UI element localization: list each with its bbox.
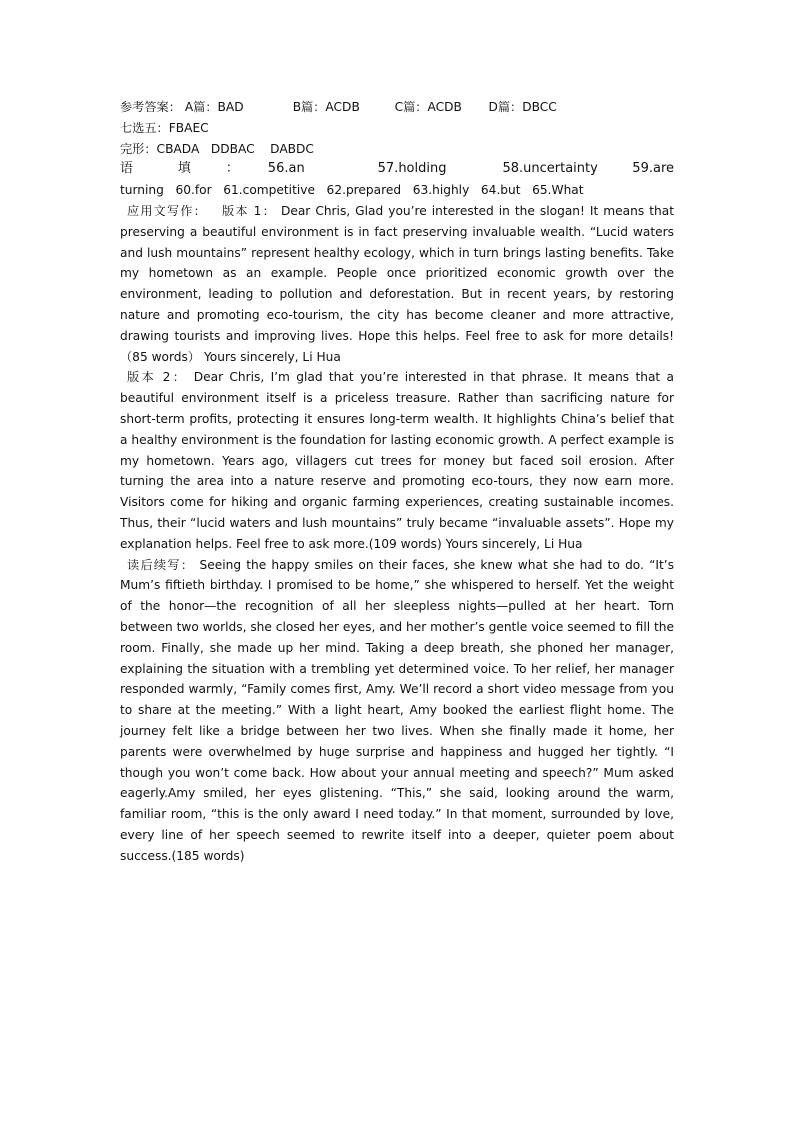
answer-a: A篇：BAD bbox=[184, 100, 244, 114]
continuation-text: Seeing the happy smiles on their faces, she knew what she had to do. “It’s Mum’s fiftieth birthday. I promised to be home,” she whispered to herself. Yet the weight of the honor—the recognition of all her sleepless nights—pulled at her heart. Torn between two worlds, she closed her eyes, and her mother’s gentle voice seemed to fill the room. Finally, she made up her mind. Taking a deep breath, she phoned her manager, explaining the situation with a trembling yet determined voice. To her relief, her manager responded warmly, “Family comes first, Amy. We’ll record a short video message from you to share at the meeting.” With a light heart, Amy booked the earliest flight home. The journey felt like a bridge between her two lives. When she finally made it home, her parents were overwhelmed by huge surprise and happiness and hugged her tightly. “I though you won’t come back. How about your annual meeting and speech?” Mum asked eagerly.Amy smiled, her eyes glistening. “This,” she said, looking around the warm, familiar room, “this is the only award I need today.” In that moment, surrounded by love, every line of her speech seemed to rewrite itself into a deeper, quieter poem about success.(185 words) bbox=[120, 557, 674, 863]
answer-d: D篇：DBCC bbox=[488, 100, 557, 114]
grammar-label-char-1: 语 bbox=[120, 161, 134, 177]
answer-c: C篇：ACDB bbox=[394, 100, 462, 114]
version-2-heading: 版本 2： bbox=[127, 370, 188, 385]
grammar-item-59: 59.are bbox=[632, 161, 674, 177]
continuation-heading: 读后续写： bbox=[127, 557, 195, 572]
cloze-line: 完形：CBADA DDBAC DABDC bbox=[120, 141, 314, 156]
grammar-item-56: 56.an bbox=[267, 161, 305, 177]
answer-key-document bbox=[120, 97, 674, 866]
application-writing-version-2 bbox=[120, 367, 674, 554]
grammar-fill-line-2: turning 60.for 61.competitive 62.prepared 63.highly 64.but 65.What bbox=[120, 183, 584, 198]
application-writing-version-1 bbox=[120, 201, 674, 367]
grammar-label-char-3: ： bbox=[225, 161, 239, 177]
grammar-item-57: 57.holding bbox=[377, 161, 447, 177]
grammar-fill-line-1 bbox=[120, 159, 674, 180]
reading-answers-line bbox=[120, 97, 674, 118]
version-2-text: Dear Chris, I’m glad that you’re interested in that phrase. It means that a beautiful environment itself is a priceless treasure. Rather than sacrificing nature for short-term profits, protecting it ensures long-term wealth. It highlights China’s belief that a healthy environment is the foundation for lasting economic growth. A perfect example is my hometown. Years ago, villagers cut trees for money but faced soil erosion. After turning the area into a nature reserve and promoting eco-tours, they now earn more. Visitors come for hiking and organic farming experiences, creating sustainable incomes. Thus, their “lucid waters and lush mountains” truly became “invaluable assets”. Hope my explanation helps. Feel free to ask more.(109 words) Yours sincerely, Li Hua bbox=[120, 370, 674, 551]
answers-label: 参考答案： bbox=[120, 100, 181, 114]
answer-b: B篇：ACDB bbox=[292, 100, 360, 114]
grammar-label-char-2: 填 bbox=[177, 161, 191, 177]
application-heading: 应用文写作： 版本 1： bbox=[127, 203, 276, 218]
grammar-item-58: 58.uncertainty bbox=[502, 161, 598, 177]
version-1-text: Dear Chris, Glad you’re interested in the slogan! It means that preserving a beautiful environment is in fact preserving invaluable wealth. “Lucid waters and lush mountains” represent healthy ecology, which in turn brings lasting benefits. Take my hometown as an example. People once prioritized economic growth over the environment, leading to pollution and deforestation. But in recent years, by restoring nature and promoting eco-tourism, the city has become cleaner and more attractive, drawing tourists and improving lives. Hope this helps. Feel free to ask for more details!（85 words） Yours sincerely, Li Hua bbox=[120, 203, 674, 364]
continuation-writing bbox=[120, 555, 674, 867]
seven-choose-five-line: 七选五：FBAEC bbox=[120, 120, 209, 135]
